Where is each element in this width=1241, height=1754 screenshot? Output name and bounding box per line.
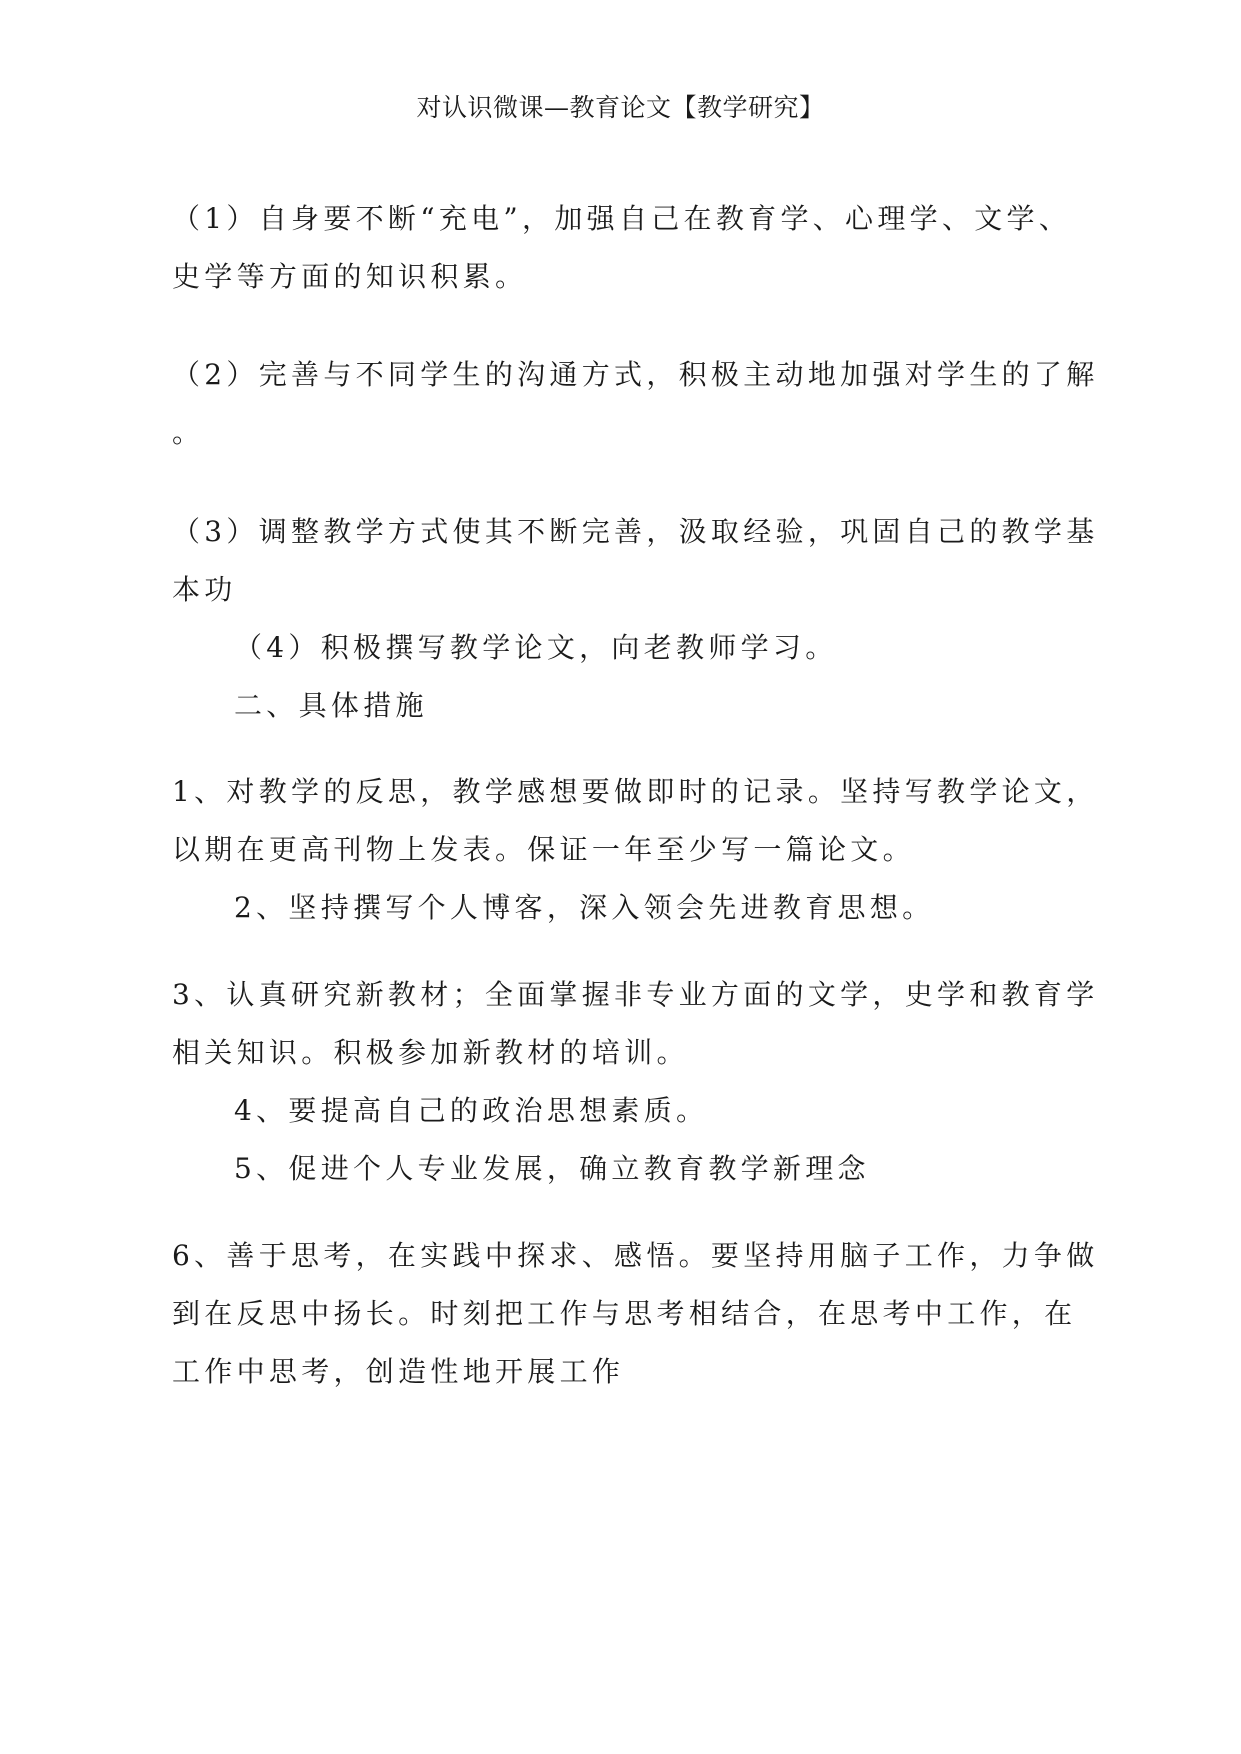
paragraph-line: 4、要提高自己的政治思想素质。 [234, 1094, 709, 1127]
paragraph-line: （1）自身要不断“充电”，加强自己在教育学、心理学、文学、 [172, 202, 1072, 235]
measure-1 [172, 763, 1099, 879]
measure-2 [172, 879, 1072, 937]
paragraph-line: 。 [172, 416, 205, 449]
paragraph-line: 相关知识。积极参加新教材的培训。 [172, 1036, 689, 1069]
measure-3 [172, 966, 1099, 1082]
section-heading [172, 677, 1072, 735]
paragraph-4 [172, 619, 1072, 677]
paragraph-line: 工作中思考，创造性地开展工作 [172, 1355, 625, 1388]
paragraph-3 [172, 503, 1099, 619]
measure-4 [172, 1082, 1072, 1140]
paragraph-line: 以期在更高刊物上发表。保证一年至少写一篇论文。 [172, 833, 915, 866]
paragraph-line: （2）完善与不同学生的沟通方式，积极主动地加强对学生的了解 [172, 358, 1099, 391]
paragraph-line: 本功 [172, 573, 237, 606]
section-heading-text: 二、具体措施 [234, 689, 428, 722]
paragraph-2 [172, 346, 1099, 462]
paragraph-line: 5、促进个人专业发展，确立教育教学新理念 [234, 1152, 870, 1185]
paragraph-line: 1、对教学的反思，教学感想要做即时的记录。坚持写教学论文， [172, 775, 1099, 808]
paragraph-line: 到在反思中扬长。时刻把工作与思考相结合，在思考中工作，在 [172, 1297, 1077, 1330]
page-title: 对认识微课—教育论文【教学研究】 [416, 93, 825, 122]
measure-5 [172, 1140, 1072, 1198]
paragraph-1 [172, 190, 1072, 306]
paragraph-line: 6、善于思考，在实践中探求、感悟。要坚持用脑子工作，力争做 [172, 1239, 1099, 1272]
paragraph-line: （4）积极撰写教学论文，向老教师学习。 [234, 631, 838, 664]
measure-6 [172, 1227, 1099, 1401]
paragraph-line: 3、认真研究新教材；全面掌握非专业方面的文学，史学和教育学 [172, 978, 1099, 1011]
paragraph-line: （3）调整教学方式使其不断完善，汲取经验，巩固自己的教学基 [172, 515, 1099, 548]
paragraph-line: 史学等方面的知识积累。 [172, 260, 528, 293]
paragraph-line: 2、坚持撰写个人博客，深入领会先进教育思想。 [234, 891, 935, 924]
